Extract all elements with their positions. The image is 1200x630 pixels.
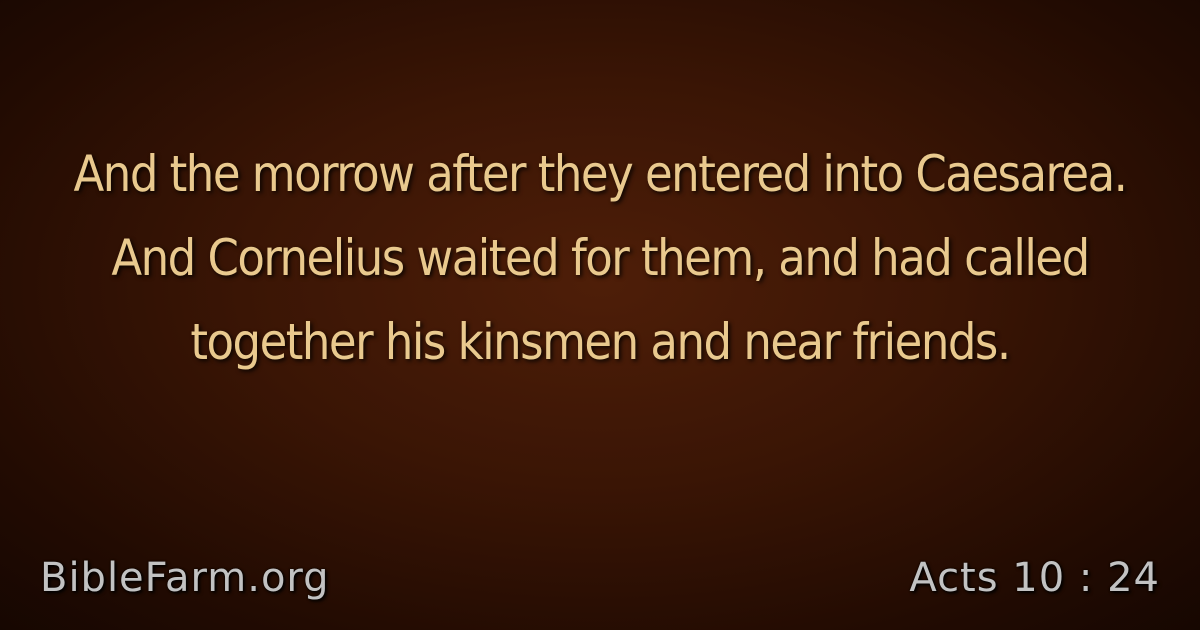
site-name: BibleFarm.org [40, 555, 330, 601]
verse-reference: Acts 10 : 24 [909, 555, 1160, 601]
verse-text: And the morrow after they entered into Caesarea. And Cornelius waited for them, and had called together his kinsmen and near friends. [73, 145, 1127, 371]
